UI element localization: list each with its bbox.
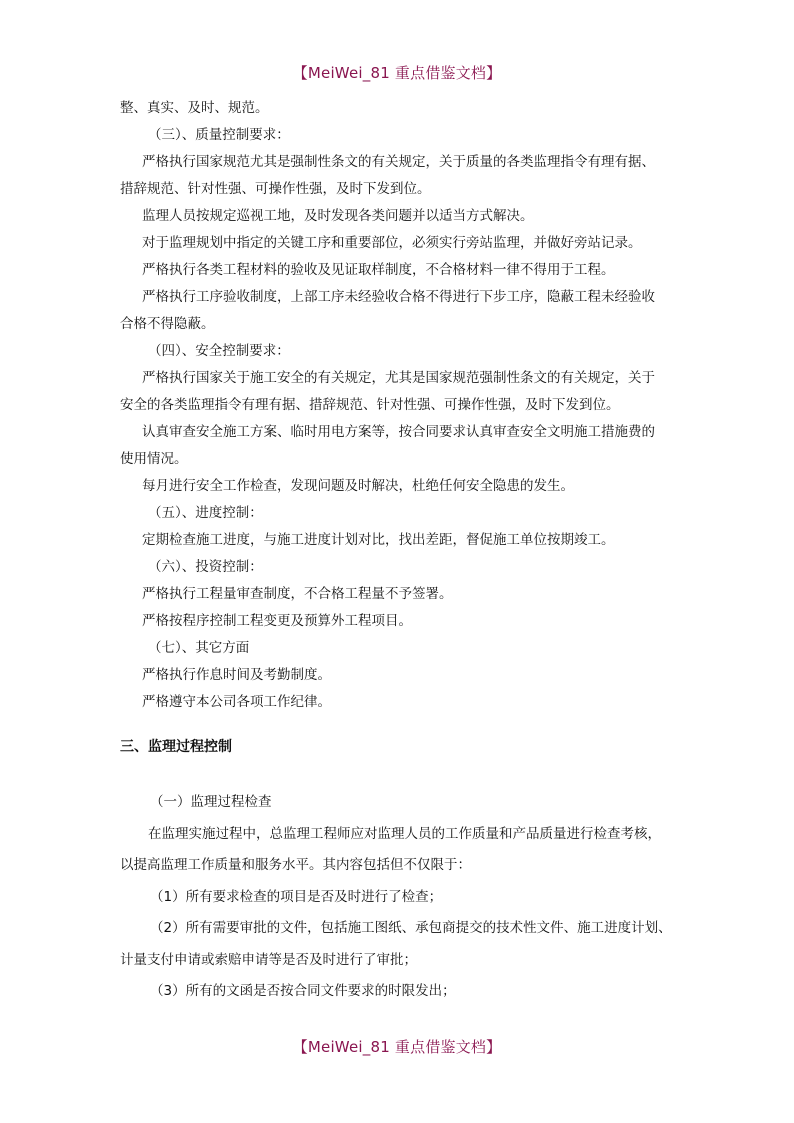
paragraph-line: 安全的各类监理指令有理有据、措辞规范、针对性强、可操作性强，及时下发到位。 xyxy=(120,397,620,413)
footer-watermark: 【MeiWei_81 重点借鉴文档】 xyxy=(292,1038,502,1056)
list-item: （2）所有需要审批的文件，包括施工图纸、承包商提交的技术性文件、施工进度计划、 xyxy=(150,920,672,936)
paragraph-line: 整、真实、及时、规范。 xyxy=(120,100,269,116)
paragraph-line: 计量支付申请或索赔申请等是否及时进行了审批； xyxy=(120,951,417,968)
paragraph-line: 对于监理规划中指定的关键工序和重要部位，必须实行旁站监理，并做好旁站记录。 xyxy=(142,235,642,251)
paragraph-line: 在监理实施过程中，总监理工程师应对监理人员的工作质量和产品质量进行检查考核， xyxy=(148,825,661,842)
paragraph-line: 严格执行工序验收制度，上部工序未经验收合格不得进行下步工序，隐蔽工程未经验收 xyxy=(142,289,655,305)
subsection-heading: （五）、进度控制： xyxy=(148,505,263,521)
paragraph-line: 严格执行作息时间及考勤制度。 xyxy=(142,667,331,683)
paragraph-line: 使用情况。 xyxy=(120,451,188,467)
paragraph-line: 以提高监理工作质量和服务水平。其内容包括但不仅限于： xyxy=(120,857,471,873)
subsection-heading: （一）监理过程检查 xyxy=(150,794,272,810)
paragraph-line: 严格执行国家规范尤其是强制性条文的有关规定，关于质量的各类监理指令有理有据、 xyxy=(142,154,655,170)
document-body xyxy=(120,95,680,1008)
section-body xyxy=(120,787,680,1008)
paragraph-line: 监理人员按规定巡视工地，及时发现各类问题并以适当方式解决。 xyxy=(142,208,534,224)
subsection-heading: （七）、其它方面 xyxy=(148,640,250,656)
subsection-heading: （六）、投资控制： xyxy=(148,559,263,575)
header-watermark: 【MeiWei_81 重点借鉴文档】 xyxy=(292,64,502,82)
paragraph-line: 认真审查安全施工方案、临时用电方案等，按合同要求认真审查安全文明施工措施费的 xyxy=(142,424,655,440)
paragraph-line: 严格执行各类工程材料的验收及见证取样制度，不合格材料一律不得用于工程。 xyxy=(142,262,615,278)
subsection-heading: （四）、安全控制要求： xyxy=(148,343,290,359)
paragraph-line: 严格遵守本公司各项工作纪律。 xyxy=(142,694,331,710)
paragraph-line: 定期检查施工进度，与施工进度计划对比，找出差距，督促施工单位按期竣工。 xyxy=(142,532,615,548)
paragraph-line: 措辞规范、针对性强、可操作性强，及时下发到位。 xyxy=(120,181,431,197)
paragraph-line: 合格不得隐蔽。 xyxy=(120,316,215,332)
section-heading: 三、监理过程控制 xyxy=(120,739,232,755)
paragraph-line: 严格执行国家关于施工安全的有关规定，尤其是国家规范强制性条文的有关规定，关于 xyxy=(142,370,655,386)
list-item: （3）所有的文函是否按合同文件要求的时限发出； xyxy=(150,983,456,999)
subsection-heading: （三）、质量控制要求： xyxy=(148,127,290,143)
paragraph-line: 严格执行工程量审查制度，不合格工程量不予签署。 xyxy=(142,586,453,602)
paragraph-line: 每月进行安全工作检查，发现问题及时解决，杜绝任何安全隐患的发生。 xyxy=(142,478,574,494)
paragraph-line: 严格按程序控制工程变更及预算外工程项目。 xyxy=(142,613,412,629)
list-item: （1）所有要求检查的项目是否及时进行了检查； xyxy=(150,888,443,905)
